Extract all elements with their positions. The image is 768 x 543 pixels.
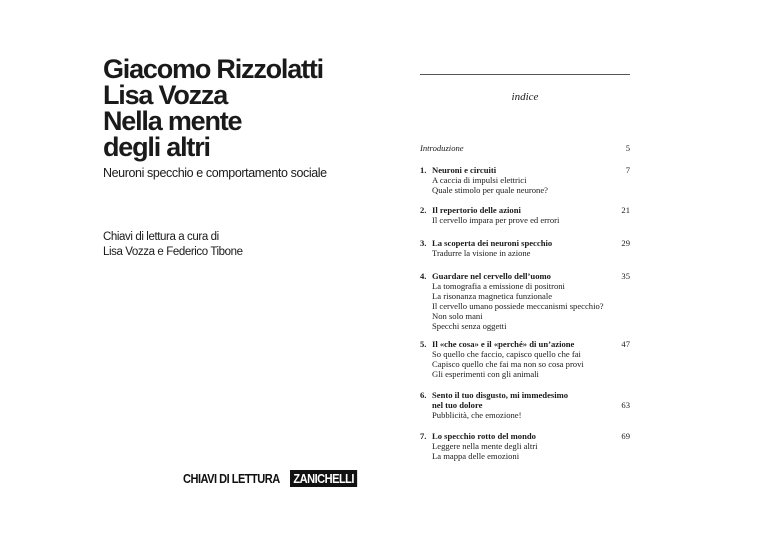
toc-subentry: La tomografia a emissione di positroni <box>432 281 565 291</box>
toc-title: Guardare nel cervello dell’uomo <box>432 271 551 281</box>
toc-subentry: Tradurre la visione in azione <box>432 248 531 258</box>
toc-entry-4 <box>420 271 630 331</box>
toc-page: 21 <box>621 205 630 215</box>
toc-page: 35 <box>621 271 630 281</box>
book-title-line-2: degli altri <box>103 132 210 162</box>
credits-line-2: Lisa Vozza e Federico Tibone <box>103 246 243 258</box>
toc-entry-2 <box>420 205 630 225</box>
toc-subentry: Non solo mani <box>432 311 483 321</box>
header-rule <box>420 74 630 75</box>
toc-entry-5 <box>420 339 630 379</box>
toc-number: 6. <box>420 390 427 400</box>
toc-page: 29 <box>621 238 630 248</box>
toc-subentry: Gli esperimenti con gli animali <box>432 369 539 379</box>
toc-subentry: Specchi senza oggetti <box>432 321 507 331</box>
toc-page: 69 <box>621 431 630 441</box>
toc-subentry: A caccia di impulsi elettrici <box>432 175 527 185</box>
toc-subentry: Leggere nella mente degli altri <box>432 441 538 451</box>
toc-number: 7. <box>420 431 427 441</box>
toc-title: Lo specchio rotto del mondo <box>432 431 536 441</box>
toc-entry-6 <box>420 390 630 420</box>
toc-number: 2. <box>420 205 427 215</box>
toc-entry-3 <box>420 238 630 258</box>
toc-subentry: Quale stimolo per quale neurone? <box>432 185 548 195</box>
cover-block <box>103 56 403 180</box>
toc-title: La scoperta dei neuroni specchio <box>432 238 553 248</box>
toc-page: 63 <box>621 400 630 410</box>
credits-line-1: Chiavi di lettura a cura di <box>103 231 219 243</box>
toc-subentry: Il cervello umano possiede meccanismi specchio? <box>432 301 604 311</box>
series-logo: CHIAVI DI LETTURA <box>183 471 280 486</box>
toc-entry-7 <box>420 431 630 461</box>
author-2: Lisa Vozza <box>103 80 228 110</box>
book-subtitle: Neuroni specchio e comportamento sociale <box>103 166 327 180</box>
toc-title: Il repertorio delle azioni <box>432 205 521 215</box>
toc-entry-intro <box>420 143 630 153</box>
toc-subentry: La risonanza magnetica funzionale <box>432 291 553 301</box>
toc-subentry: Il cervello impara per prove ed errori <box>432 215 560 225</box>
credits <box>103 230 243 260</box>
toc-page: 7 <box>625 165 630 175</box>
index-header <box>420 74 630 103</box>
brand-strip <box>183 470 369 487</box>
toc-title: Neuroni e circuiti <box>432 165 497 175</box>
toc-number: 3. <box>420 238 427 248</box>
toc-page: 5 <box>625 143 630 153</box>
toc-page: 47 <box>621 339 630 349</box>
toc-number: 4. <box>420 271 427 281</box>
toc-number: 5. <box>420 339 427 349</box>
toc-subentry: Pubblicità, che emozione! <box>432 410 522 420</box>
toc-subentry: La mappa delle emozioni <box>432 451 520 461</box>
toc-subentry: So quello che faccio, capisco quello che fai <box>432 349 581 359</box>
toc-title-continued: nel tuo dolore <box>432 400 483 410</box>
toc-title: Il «che cosa» e il «perché» di un’azione <box>432 339 575 349</box>
toc-title: Sento il tuo disgusto, mi immedesimo <box>432 390 569 400</box>
author-1: Giacomo Rizzolatti <box>103 54 323 84</box>
toc-subentry: Capisco quello che fai ma non so cosa provi <box>432 359 584 369</box>
toc-title: Introduzione <box>420 143 464 153</box>
index-title: indice <box>511 91 539 103</box>
toc-number: 1. <box>420 165 427 175</box>
publisher-logo: ZANICHELLI <box>290 470 357 487</box>
toc-entry-1 <box>420 165 630 195</box>
book-title-line-1: Nella mente <box>103 106 242 136</box>
